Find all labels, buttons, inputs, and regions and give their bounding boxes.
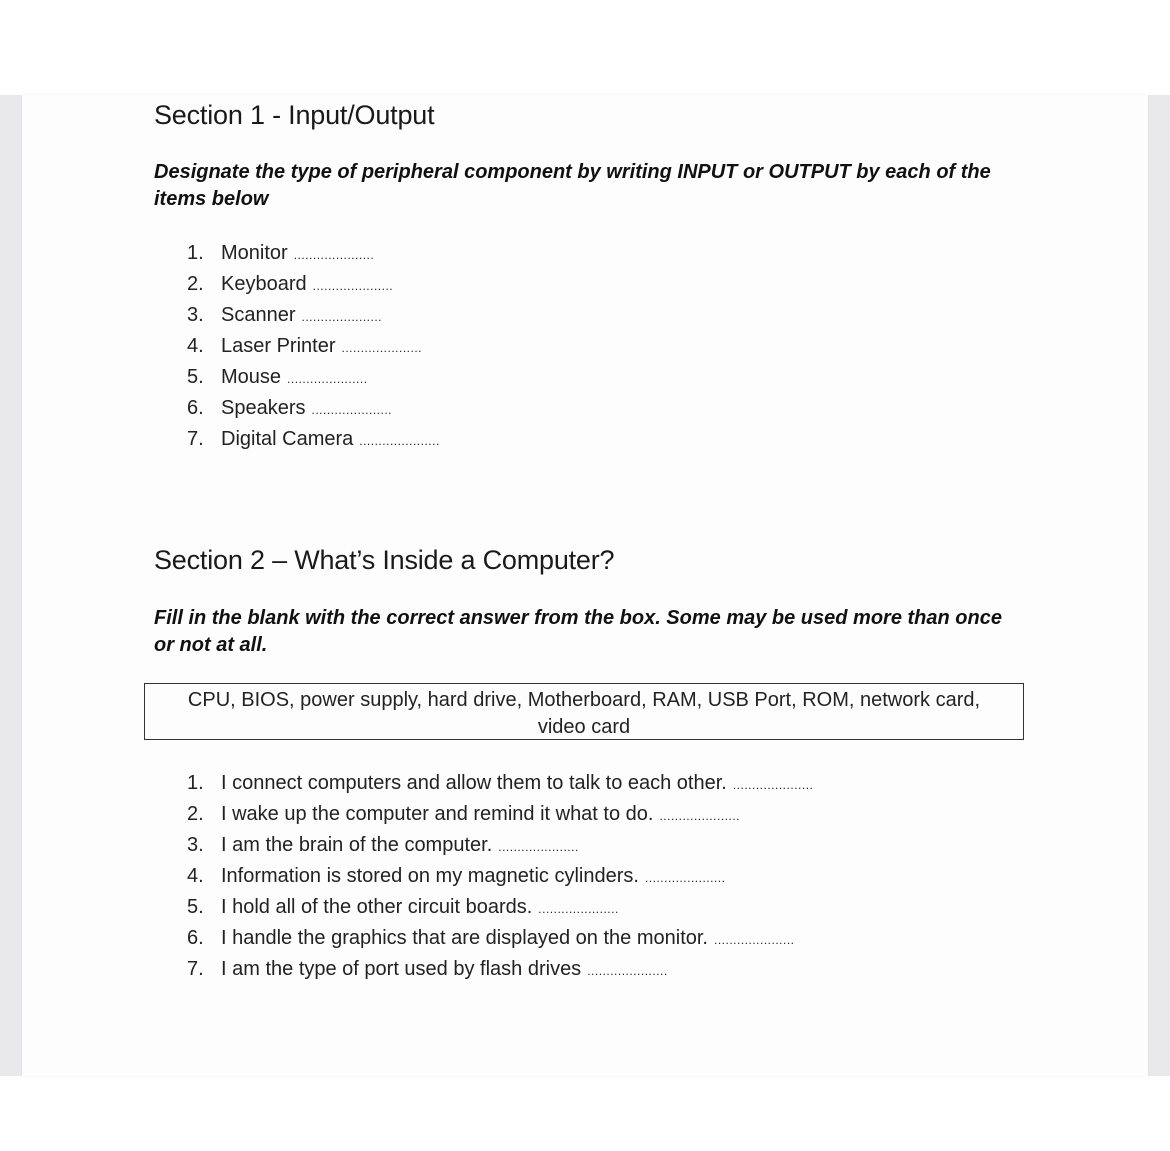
section-1-heading: Section 1 - Input/Output (154, 100, 435, 130)
list-item (187, 768, 813, 799)
answer-blank: ..................... (587, 964, 668, 978)
item-number: 4. (187, 865, 204, 887)
section-2-instruction: Fill in the blank with the correct answer from the box. Some may be used more than once or not at all. (154, 607, 1002, 656)
answer-blank: ..................... (341, 341, 423, 355)
list-item (187, 269, 440, 300)
item-number: 3. (187, 834, 204, 856)
item-text: Monitor (221, 242, 288, 264)
item-text: I wake up the computer and remind it what to do. (221, 803, 654, 825)
item-text: Information is stored on my magnetic cylinders. (221, 865, 639, 887)
item-number: 7. (187, 958, 204, 980)
document-page (22, 95, 1148, 1076)
section-2-heading: Section 2 – What’s Inside a Computer? (154, 545, 615, 575)
item-text: I connect computers and allow them to talk to each other. (221, 772, 727, 794)
item-number: 5. (187, 896, 204, 918)
section-2-question-list (187, 768, 813, 985)
answer-blank: ..................... (538, 902, 619, 916)
item-text: I handle the graphics that are displayed on the monitor. (221, 927, 708, 949)
item-text: Keyboard (221, 273, 307, 295)
list-item (187, 331, 440, 362)
item-number: 3. (187, 304, 204, 326)
answer-blank: ..................... (301, 310, 383, 324)
list-item (187, 861, 813, 892)
item-number: 4. (187, 335, 204, 357)
item-text: Scanner (221, 304, 296, 326)
item-number: 2. (187, 803, 204, 825)
list-item (187, 892, 813, 923)
item-number: 7. (187, 428, 204, 450)
list-item (187, 300, 440, 331)
answer-blank: ..................... (312, 279, 394, 293)
answer-blank: ..................... (287, 372, 368, 386)
item-text: Speakers (221, 397, 306, 419)
document-viewer (0, 95, 1170, 1076)
list-item (187, 923, 813, 954)
answer-blank: ..................... (498, 840, 579, 854)
item-number: 1. (187, 772, 204, 794)
answer-blank: ..................... (293, 248, 375, 262)
section-1-instruction: Designate the type of peripheral component by writing INPUT or OUTPUT by each of the items below (154, 161, 991, 210)
item-text: Laser Printer (221, 335, 336, 357)
item-text: I am the type of port used by flash drives (221, 958, 582, 980)
list-item (187, 393, 440, 424)
word-bank-box: CPU, BIOS, power supply, hard drive, Motherboard, RAM, USB Port, ROM, network card, video card (144, 683, 1024, 740)
item-number: 5. (187, 366, 204, 388)
list-item (187, 830, 813, 861)
item-number: 2. (187, 273, 204, 295)
list-item (187, 799, 813, 830)
item-text: Digital Camera (221, 428, 354, 450)
list-item (187, 424, 440, 455)
section-1-question-list (187, 238, 440, 455)
item-text: I am the brain of the computer. (221, 834, 493, 856)
answer-blank: ..................... (311, 403, 393, 417)
answer-blank: ..................... (732, 778, 814, 792)
item-number: 1. (187, 242, 204, 264)
answer-blank: ..................... (659, 809, 740, 823)
answer-blank: ..................... (713, 933, 795, 947)
item-text: I hold all of the other circuit boards. (221, 896, 533, 918)
list-item (187, 238, 440, 269)
item-number: 6. (187, 397, 204, 419)
item-number: 6. (187, 927, 204, 949)
answer-blank: ..................... (644, 871, 726, 885)
item-text: Mouse (221, 366, 282, 388)
list-item (187, 362, 440, 393)
answer-blank: ..................... (359, 434, 440, 448)
list-item (187, 954, 813, 985)
